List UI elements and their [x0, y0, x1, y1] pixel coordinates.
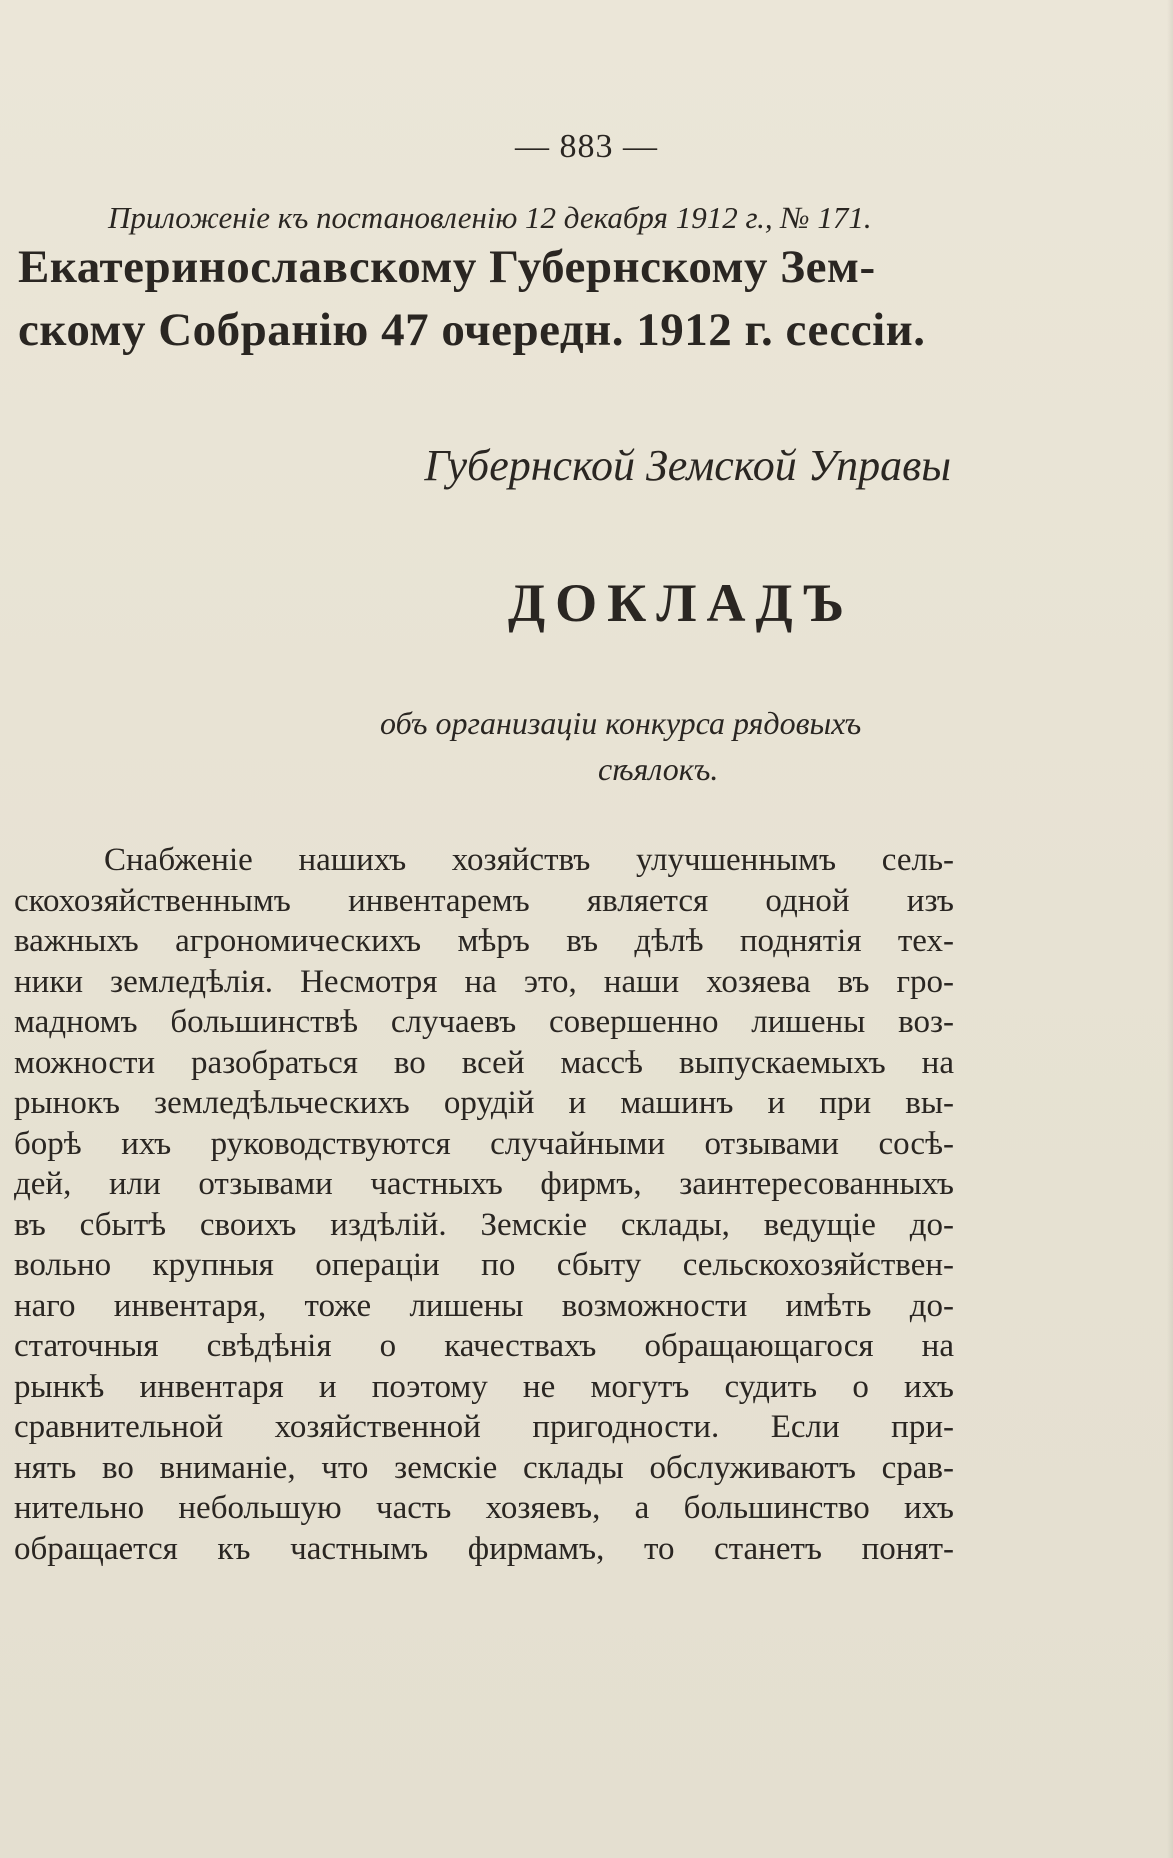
recipient-line: скому Собранію 47 очередн. 1912 г. сессіи. — [18, 304, 926, 356]
recipient-line: Екатеринославскому Губернскому Зем- — [18, 241, 876, 293]
body-line: рынкѣ инвентаря и поэтому не могутъ судить о ихъ — [14, 1368, 954, 1405]
body-line: важныхъ агрономическихъ мѣръ въ дѣлѣ поднятія тех- — [14, 923, 954, 959]
body-line: можности разобраться во всей массѣ выпускаемыхъ на — [14, 1044, 954, 1081]
body-line: нительно небольшую часть хозяевъ, а большинство ихъ — [14, 1490, 954, 1526]
body-line: скохозяйственнымъ инвентаремъ является одной изъ — [14, 882, 954, 919]
body-line: обращается къ частнымъ фирмамъ, то станетъ понят- — [14, 1530, 954, 1567]
body-line: вольно крупныя операціи по сбыту сельскохозяйствен- — [14, 1247, 954, 1283]
page-number: — 883 — — [515, 128, 658, 165]
subject-line: сѣялокъ. — [598, 751, 719, 787]
body-line: нять во вниманіе, что земскіе склады обслуживаютъ срав- — [14, 1449, 954, 1486]
subject-heading — [380, 700, 950, 792]
authority-name: Губернской Земской Управы — [424, 441, 951, 490]
document-title: ДОКЛАДЪ — [508, 573, 855, 633]
recipient-heading — [18, 236, 958, 362]
page-edge-shadow — [1167, 0, 1173, 1858]
body-line: дей, или отзывами частныхъ фирмъ, заинтересованныхъ — [14, 1166, 954, 1202]
subject-line: объ организаціи конкурса рядовыхъ — [380, 705, 862, 741]
body-line: борѣ ихъ руководствуются случайными отзывами сосѣ- — [14, 1125, 954, 1162]
body-line: рынокъ земледѣльческихъ орудій и машинъ и при вы- — [14, 1085, 954, 1121]
body-paragraph — [14, 840, 954, 1569]
body-line: сравнительной хозяйственной пригодности. Если при- — [14, 1409, 954, 1445]
body-line: наго инвентаря, тоже лишены возможности имѣть до- — [14, 1287, 954, 1324]
body-line: въ сбытѣ своихъ издѣлій. Земскіе склады, ведущіе до- — [14, 1206, 954, 1243]
body-line: Снабженіе нашихъ хозяйствъ улучшеннымъ сель- — [104, 842, 954, 878]
body-line: мадномъ большинствѣ случаевъ совершенно лишены воз- — [14, 1004, 954, 1040]
appendix-note: Приложеніе къ постановленію 12 декабря 1912 г., № 171. — [108, 200, 872, 235]
body-line: статочныя свѣдѣнія о качествахъ обращающагося на — [14, 1328, 954, 1364]
body-line: ники земледѣлія. Несмотря на это, наши хозяева въ гро- — [14, 963, 954, 1000]
